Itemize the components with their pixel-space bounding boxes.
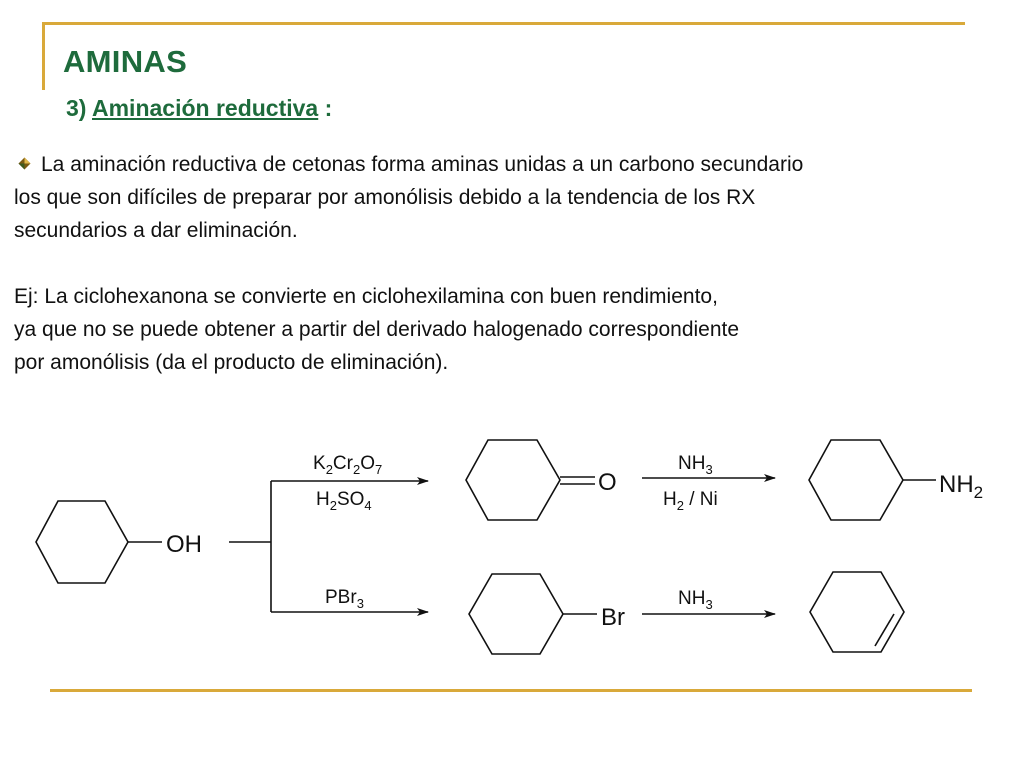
- bromine-label: Br: [601, 604, 625, 631]
- cyclohexene-ring: [810, 572, 904, 652]
- cyclohexane-ring: [36, 501, 128, 583]
- cyclohexene-structure: [810, 572, 904, 652]
- section-heading-suffix: :: [318, 95, 333, 121]
- cyclohexane-ring: [809, 440, 903, 520]
- h2-ni-reagent: $H_2$ / Ni: [663, 489, 718, 513]
- oxidant-label: $K_2Cr_2O_7$: [313, 453, 383, 477]
- body-text: [14, 148, 1019, 379]
- acid-label: $H_2SO_4$: [316, 489, 372, 513]
- reaction-scheme: [0, 420, 1024, 685]
- nh3-reagent-top: $NH_3$: [678, 453, 713, 477]
- bromocyclohexane-structure: [469, 574, 597, 654]
- cyclohexanone-structure: [466, 440, 595, 520]
- paragraph-line: La aminación reductiva de cetonas forma aminas unidas a un carbono secundario: [14, 148, 1019, 181]
- cyclohexylamine-structure: [809, 440, 936, 520]
- section-number: 3): [66, 95, 92, 121]
- pbr3-label: PBr$_3$: [325, 587, 364, 611]
- paragraph-line: ya que no se puede obtener a partir del derivado halogenado correspondiente: [14, 318, 740, 341]
- cyclohexane-ring: [466, 440, 560, 520]
- section-heading-underlined: Aminación reductiva: [92, 95, 319, 121]
- oxygen-label: O: [598, 469, 617, 496]
- section-heading: [66, 95, 332, 122]
- cyclohexane-ring: [469, 574, 563, 654]
- paragraph-line: secundarios a dar eliminación.: [14, 219, 298, 242]
- cyclohexanol-structure: [36, 501, 162, 583]
- nh2-label: $NH_2$: [939, 471, 984, 502]
- left-rule: [42, 22, 45, 90]
- diamond-bullet-icon: [18, 157, 31, 170]
- paragraph-line: los que son difíciles de preparar por amonólisis debido a la tendencia de los RX: [14, 186, 756, 209]
- page-title: AMINAS: [63, 44, 188, 79]
- paragraph-gap: [14, 247, 1019, 280]
- oh-label: OH: [166, 531, 202, 558]
- double-bond-inner: [875, 614, 894, 646]
- nh3-reagent-bottom: $NH_3$: [678, 588, 713, 612]
- paragraph-line: Ej: La ciclohexanona se convierte en ciclohexilamina con buen rendimiento,: [14, 285, 718, 308]
- top-rule: [44, 22, 965, 25]
- bottom-rule: [50, 689, 972, 692]
- paragraph-line: por amonólisis (da el producto de eliminación).: [14, 351, 449, 374]
